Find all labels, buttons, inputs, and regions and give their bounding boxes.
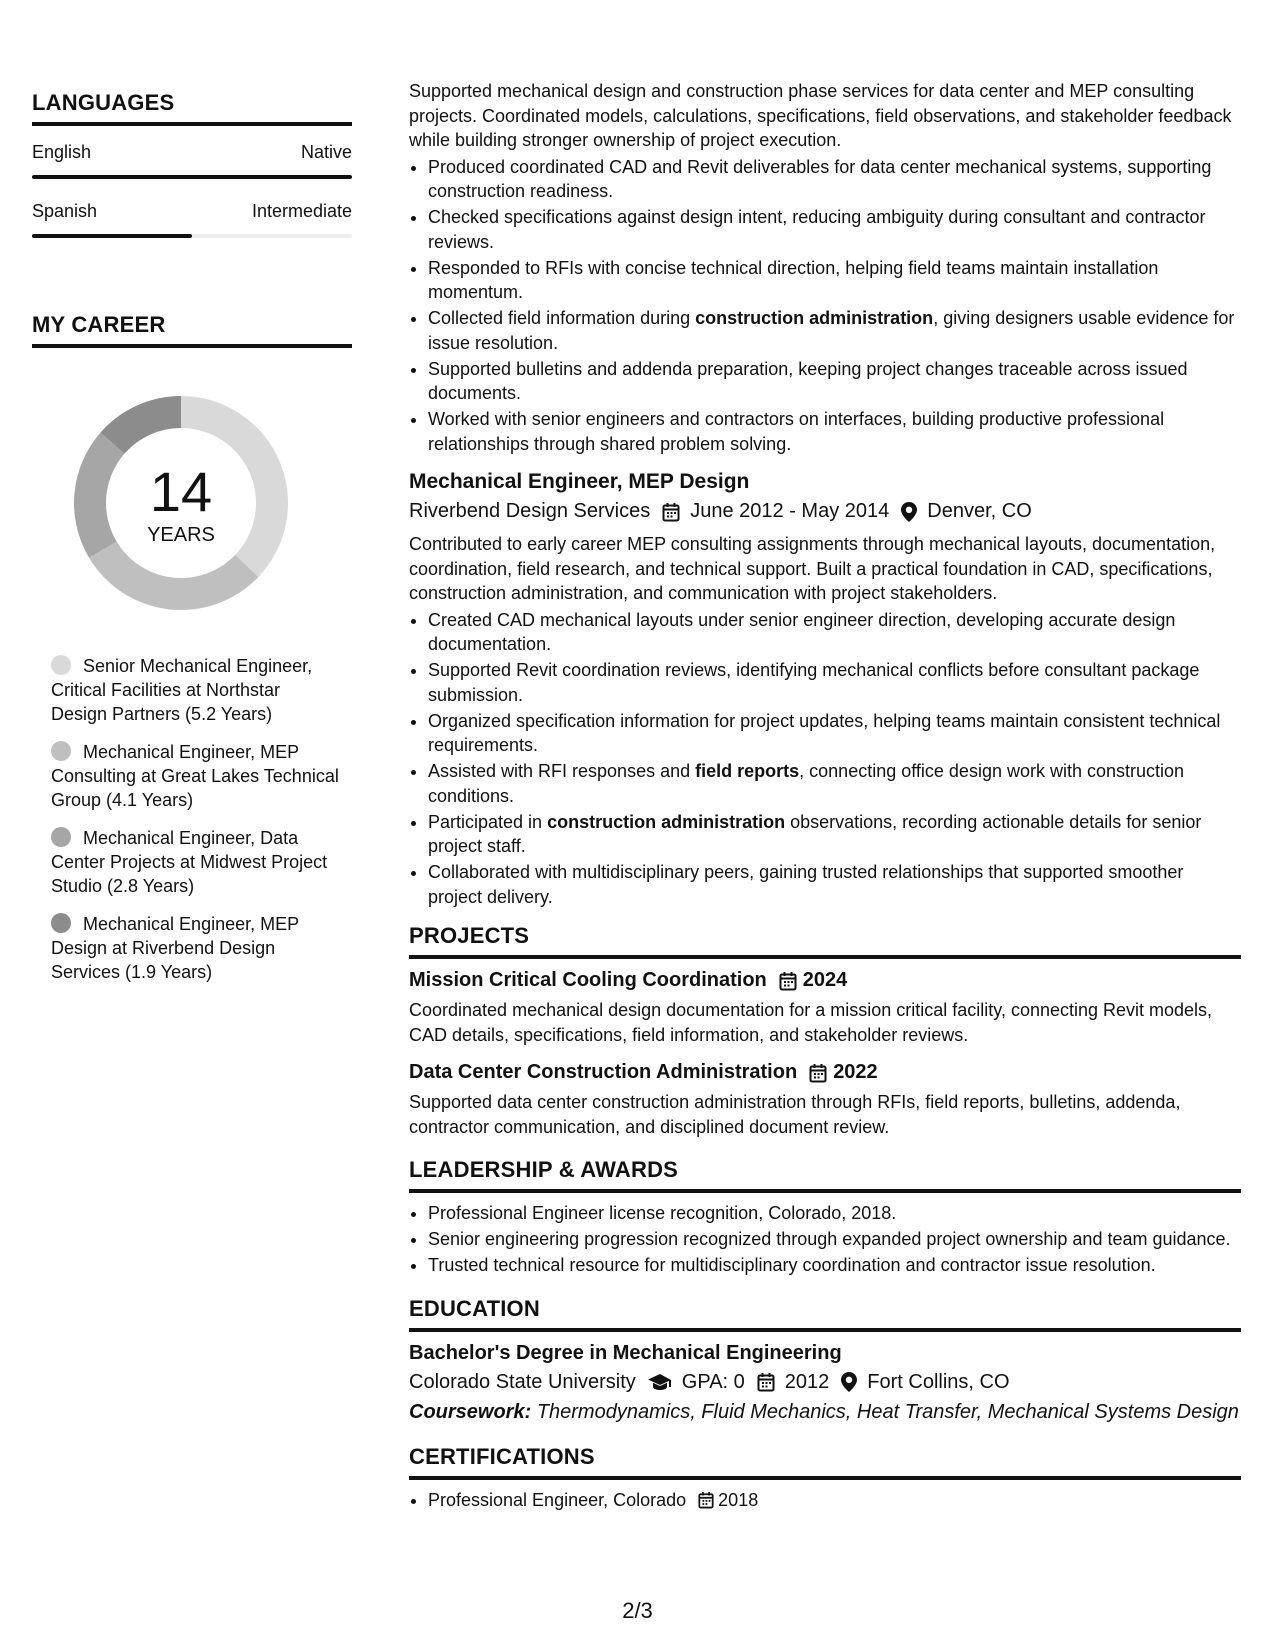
list-item: • Collected field information during construction administration, giving designers usable evidence for issue resolution.	[428, 306, 1241, 355]
degree-title: Bachelor's Degree in Mechanical Engineering	[409, 1341, 842, 1364]
list-item: • Checked specifications against design intent, reducing ambiguity during consultant and contractor reviews.	[428, 205, 1241, 254]
calendar-icon	[662, 502, 680, 522]
job-dates: June 2012 - May 2014	[690, 500, 890, 522]
list-item: • Responded to RFIs with concise technical direction, helping field teams maintain installation momentum.	[428, 256, 1241, 305]
career-total-years: 14	[149, 460, 213, 523]
project-title	[409, 1061, 1241, 1084]
projects-section	[409, 923, 1241, 1139]
list-item: • Senior engineering progression recognized through expanded project ownership and team guidance.	[428, 1227, 1241, 1252]
legend-item	[51, 740, 341, 812]
list-item: • Supported Revit coordination reviews, identifying mechanical conflicts before consultant package submission.	[428, 658, 1241, 707]
calendar-icon	[809, 1063, 827, 1083]
list-item	[428, 1488, 1241, 1513]
language-proficiency-bar	[32, 175, 352, 179]
list-item: • Organized specification information for project updates, helping teams maintain consistent technical requirements.	[428, 709, 1241, 758]
career-legend	[51, 654, 341, 984]
language-item-english	[32, 142, 352, 179]
job-title: Mechanical Engineer, MEP Design	[409, 470, 750, 493]
calendar-icon	[698, 1491, 714, 1509]
list-item: • Assisted with RFI responses and field reports, connecting office design work with construction conditions.	[428, 759, 1241, 808]
job-company: Riverbend Design Services	[409, 500, 651, 522]
job-summary: Contributed to early career MEP consulting assignments through mechanical layouts, documentation, coordination, field research, and technical support. Built a practical foundation in CAD, specifications, construction administration, and communication with project stakeholders.	[409, 534, 1216, 603]
coursework-label: Coursework:	[409, 1400, 532, 1423]
list-item: • Supported bulletins and addenda preparation, keeping project changes traceable across issued documents.	[428, 357, 1241, 406]
graduation-cap-icon	[648, 1373, 672, 1391]
calendar-icon	[779, 971, 797, 991]
language-level: Intermediate	[251, 201, 352, 221]
previous-job-bullets	[409, 155, 1241, 457]
list-item: • Worked with senior engineers and contractors on interfaces, building productive professional relationships through shared problem solving.	[428, 407, 1241, 456]
coursework-list: Thermodynamics, Fluid Mechanics, Heat Transfer, Mechanical Systems Design	[536, 1400, 1239, 1423]
certifications-section	[409, 1444, 1241, 1513]
sidebar	[32, 90, 352, 998]
list-item: • Participated in construction administration observations, recording actionable details for senior project staff.	[428, 810, 1241, 859]
project-name: Mission Critical Cooling Coordination	[409, 969, 767, 991]
languages-heading: LANGUAGES	[32, 90, 352, 126]
career-years-unit: YEARS	[147, 524, 215, 546]
language-proficiency-fill	[32, 175, 352, 179]
list-item: • Professional Engineer license recognition, Colorado, 2018.	[428, 1201, 1241, 1226]
career-donut-chart	[66, 388, 296, 618]
legend-label: Senior Mechanical Engineer, Critical Facilities at Northstar Design Partners (5.2 Years)	[51, 656, 313, 724]
graduation-year: 2012	[784, 1370, 830, 1393]
calendar-icon	[757, 1372, 775, 1392]
projects-heading: PROJECTS	[409, 923, 1241, 959]
certifications-heading: CERTIFICATIONS	[409, 1444, 1241, 1480]
list-item: • Collaborated with multidisciplinary peers, gaining trusted relationships that supported smoother project delivery.	[428, 860, 1241, 909]
job-bullets	[409, 608, 1241, 910]
legend-item	[51, 654, 341, 726]
legend-item	[51, 912, 341, 984]
project-title	[409, 969, 1241, 992]
project-description: Supported data center construction administration through RFIs, field reports, bulletins, addenda, contractor communication, and disciplined document review.	[409, 1092, 1181, 1137]
language-proficiency-fill	[32, 234, 192, 238]
education-meta	[409, 1371, 1241, 1394]
main-content	[409, 79, 1241, 1514]
language-proficiency-bar	[32, 234, 352, 238]
location-pin-icon	[901, 502, 917, 522]
language-level: Native	[300, 142, 352, 162]
education-section	[409, 1296, 1241, 1424]
certification-year: 2018	[718, 1489, 759, 1510]
career-heading: MY CAREER	[32, 312, 352, 348]
project-year: 2024	[802, 969, 848, 991]
legend-label: Mechanical Engineer, MEP Consulting at Great Lakes Technical Group (4.1 Years)	[51, 742, 339, 810]
certifications-list	[409, 1488, 1241, 1513]
legend-dot	[51, 827, 71, 847]
school-location: Fort Collins, CO	[867, 1370, 1010, 1393]
leadership-heading: LEADERSHIP & AWARDS	[409, 1157, 1241, 1193]
legend-dot	[51, 913, 71, 933]
leadership-list	[409, 1201, 1241, 1278]
list-item: • Created CAD mechanical layouts under senior engineer direction, developing accurate design documentation.	[428, 608, 1241, 657]
job-location: Denver, CO	[927, 500, 1032, 522]
previous-job-summary: Supported mechanical design and construction phase services for data center and MEP consulting projects. Coordinated models, calculations, specifications, field observations, and stakeholder feedback while building stronger ownership of project execution.	[409, 81, 1232, 150]
location-pin-icon	[841, 1372, 857, 1392]
gpa: GPA: 0	[681, 1370, 745, 1393]
language-item-spanish	[32, 201, 352, 238]
list-item: • Trusted technical resource for multidisciplinary coordination and contractor issue resolution.	[428, 1253, 1241, 1278]
language-name: Spanish	[32, 201, 98, 221]
list-item: • Produced coordinated CAD and Revit deliverables for data center mechanical systems, supporting construction readiness.	[428, 155, 1241, 204]
education-heading: EDUCATION	[409, 1296, 1241, 1332]
legend-dot	[51, 655, 71, 675]
language-name: English	[32, 142, 92, 162]
legend-dot	[51, 741, 71, 761]
page-number: 2/3	[622, 1598, 653, 1623]
legend-label: Mechanical Engineer, Data Center Projects at Midwest Project Studio (2.8 Years)	[51, 828, 328, 896]
project-name: Data Center Construction Administration	[409, 1061, 798, 1083]
leadership-section	[409, 1157, 1241, 1278]
coursework	[409, 1400, 1241, 1424]
project-description: Coordinated mechanical design documentation for a mission critical facility, connecting Revit models, CAD details, specifications, field information, and stakeholder reviews.	[409, 1000, 1213, 1045]
legend-label: Mechanical Engineer, MEP Design at Riverbend Design Services (1.9 Years)	[51, 914, 299, 982]
project-year: 2022	[833, 1061, 878, 1083]
school-name: Colorado State University	[409, 1370, 636, 1393]
job-meta	[409, 500, 1241, 523]
certification-name: • Professional Engineer, Colorado	[428, 1489, 687, 1510]
legend-item	[51, 826, 341, 898]
